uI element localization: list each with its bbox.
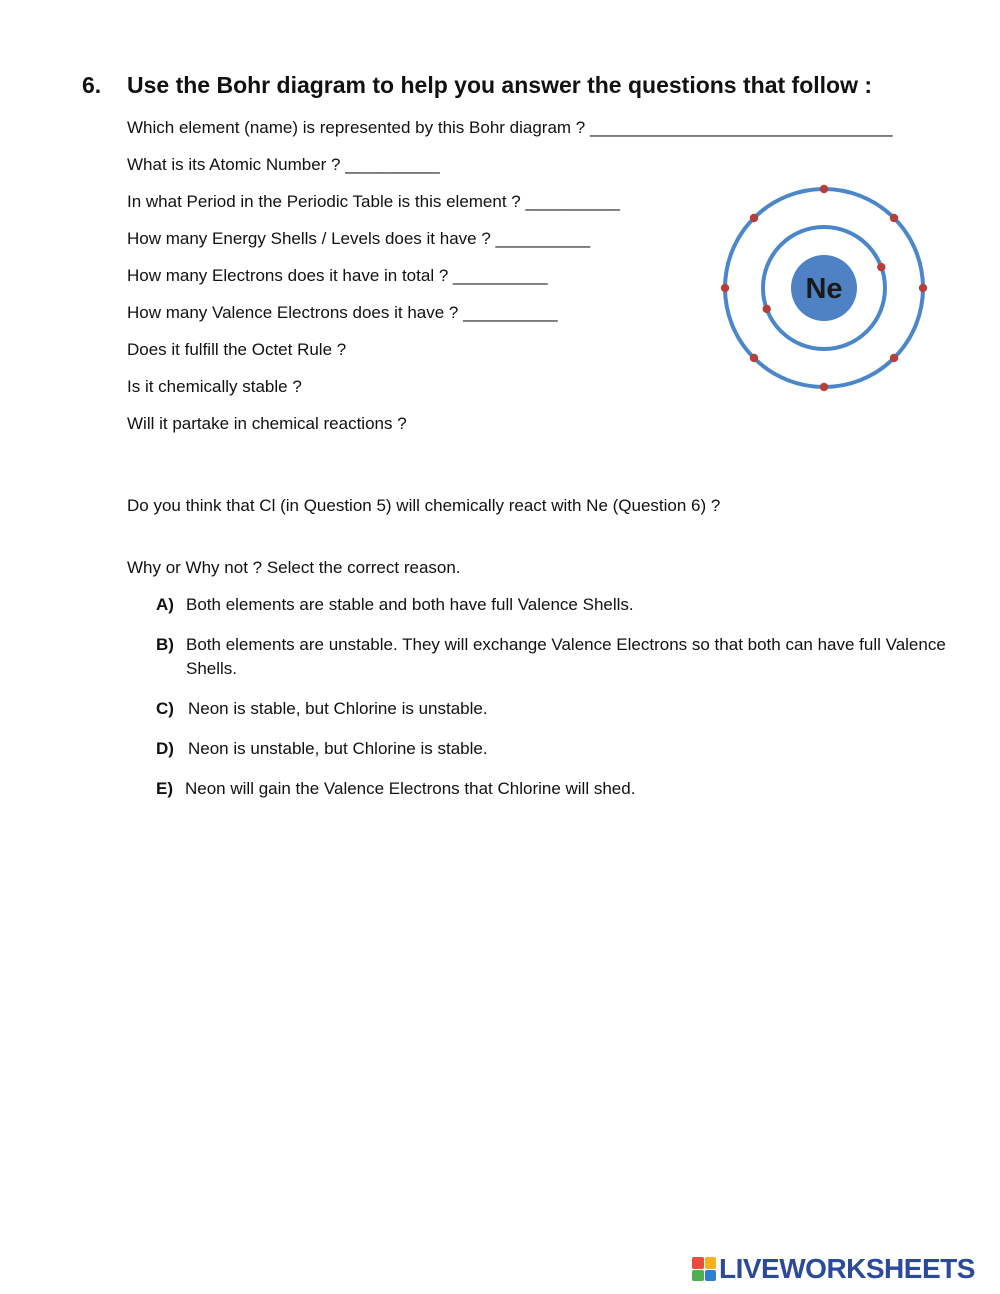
option-b-letter: B) <box>156 635 174 654</box>
nucleus-symbol: Ne <box>805 273 843 305</box>
option-a-letter: A) <box>156 595 174 614</box>
prompt-octet-rule: Does it fulfill the Octet Rule ? <box>127 340 347 359</box>
option-c[interactable] <box>156 697 946 721</box>
inner-shell-electron <box>763 305 771 313</box>
prompt-total-electrons: How many Electrons does it have in total ? __________ <box>127 266 548 285</box>
option-a-text: Both elements are stable and both have full Valence Shells. <box>186 595 634 614</box>
outer-shell-electron <box>820 383 828 391</box>
question-title: Use the Bohr diagram to help you answer the questions that follow : <box>127 72 873 98</box>
outer-shell-electron <box>890 214 898 222</box>
prompt-chemical-reactions: Will it partake in chemical reactions ? <box>127 414 407 433</box>
reaction-question: Do you think that Cl (in Question 5) will chemically react with Ne (Question 6) ? <box>127 496 721 515</box>
outer-shell-electron <box>919 284 927 292</box>
prompt-period: In what Period in the Periodic Table is this element ? __________ <box>127 192 621 211</box>
liveworksheets-logo-text: LIVEWORKSHEETS <box>719 1253 975 1284</box>
outer-shell-electron <box>750 214 758 222</box>
option-b-text: Both elements are unstable. They will exchange Valence Electrons so that both can have full Valence Shells. <box>186 635 946 678</box>
option-a[interactable] <box>156 593 946 617</box>
outer-shell-electron <box>721 284 729 292</box>
option-d-letter: D) <box>156 739 174 758</box>
option-e[interactable] <box>156 777 946 801</box>
inner-shell-electron <box>877 263 885 271</box>
option-c-text: Neon is stable, but Chlorine is unstable. <box>188 699 488 718</box>
outer-shell-electron <box>890 354 898 362</box>
prompt-element-name: Which element (name) is represented by this Bohr diagram ? ________________________________ <box>127 118 893 137</box>
option-b[interactable] <box>156 633 946 678</box>
reason-prompt: Why or Why not ? Select the correct reason. <box>127 558 461 577</box>
option-e-letter: E) <box>156 779 173 798</box>
liveworksheets-logo-mark <box>692 1257 716 1281</box>
option-e-text: Neon will gain the Valence Electrons that Chlorine will shed. <box>185 779 636 798</box>
prompt-atomic-number: What is its Atomic Number ? __________ <box>127 155 440 174</box>
outer-shell-electron <box>820 185 828 193</box>
outer-shell-electron <box>750 354 758 362</box>
option-c-letter: C) <box>156 699 174 718</box>
option-d[interactable] <box>156 737 946 761</box>
question-number: 6. <box>82 72 102 98</box>
liveworksheets-logo <box>692 1252 975 1286</box>
prompt-energy-shells: How many Energy Shells / Levels does it have ? __________ <box>127 229 591 248</box>
option-d-text: Neon is unstable, but Chlorine is stable. <box>188 739 488 758</box>
prompt-valence-electrons: How many Valence Electrons does it have ? __________ <box>127 303 558 322</box>
bohr-diagram <box>716 184 932 392</box>
prompt-chemically-stable: Is it chemically stable ? <box>127 377 302 396</box>
